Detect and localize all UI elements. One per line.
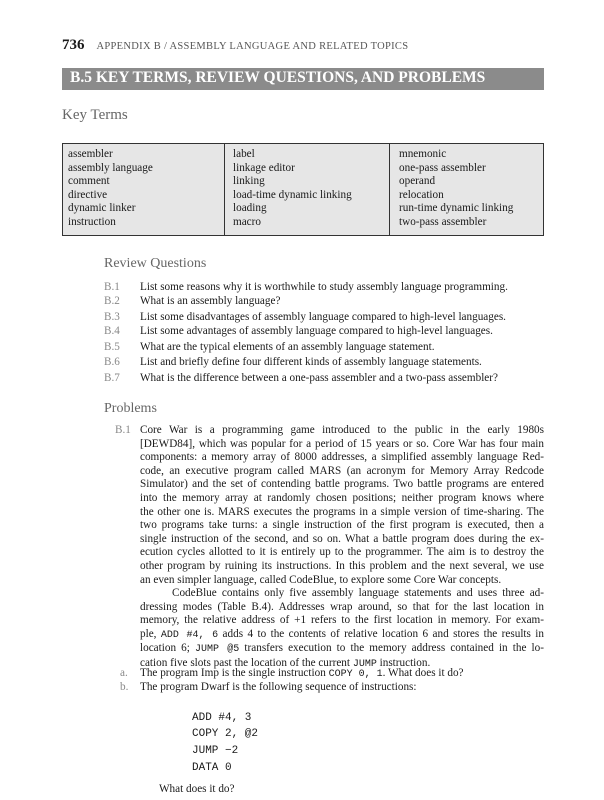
- key-terms-column-3: [399, 148, 513, 230]
- subproblem-label: b.: [120, 681, 129, 693]
- key-term: two-pass assembler: [399, 215, 487, 228]
- text-run: location 6;: [140, 642, 195, 655]
- question-number: B.7: [104, 372, 120, 384]
- paragraph-line: ecution cycles allotted to it is entirely up to the programmer. The aim is to destroy the: [140, 546, 544, 559]
- review-question: [104, 341, 435, 353]
- key-term: instruction: [68, 215, 116, 228]
- text-run: instruction.: [376, 656, 431, 669]
- key-terms-heading: Key Terms: [62, 107, 128, 123]
- question-text: List and briefly define four different kinds of assembly language statements.: [140, 356, 482, 368]
- subproblem-label: a.: [120, 667, 128, 679]
- question-text: List some reasons why it is worthwhile to study assembly language programming.: [140, 281, 508, 293]
- key-term: dynamic linker: [68, 202, 136, 215]
- text-run: cation five slots past the location of the current: [140, 656, 353, 669]
- paragraph-line: code, an executive program called MARS (an acronym for Memory Array Redcode: [140, 464, 544, 477]
- paragraph-line: Core War is a programming game introduced to the public in the early 1980s: [140, 424, 544, 436]
- inline-code: COPY 0, 1: [328, 669, 383, 680]
- key-terms-column-2: [233, 148, 352, 230]
- text-run: The program Dwarf is the following sequence of instructions:: [140, 681, 417, 693]
- key-term: relocation: [399, 188, 444, 201]
- review-question: [104, 295, 280, 307]
- paragraph-line: dressing modes (Table B.4). Addresses wrap around, so that for the last location in: [140, 600, 544, 613]
- closing-question: What does it do?: [159, 783, 235, 795]
- text-run: adds 4 to the contents of relative location 6 and stores the results in: [218, 627, 545, 640]
- column-divider: [224, 144, 225, 235]
- question-text: List some disadvantages of assembly language compared to high-level languages.: [140, 311, 506, 323]
- review-question: [104, 325, 493, 337]
- problem-number: B.1: [115, 424, 131, 436]
- code-line: DATA 0: [192, 762, 232, 774]
- question-number: B.2: [104, 295, 120, 307]
- inline-code: ADD #4, 6: [160, 629, 219, 641]
- key-terms-table: [62, 143, 544, 236]
- review-question: [104, 372, 498, 384]
- paragraph-line: [140, 642, 544, 657]
- question-text: What is the difference between a one-pass assembler and a two-pass assembler?: [140, 372, 498, 384]
- key-term: assembly language: [68, 161, 153, 174]
- paragraph-line: into the memory array at randomly chosen positions; neither program knows where: [140, 491, 544, 504]
- subproblem-a: [120, 667, 464, 680]
- key-term: label: [233, 148, 255, 160]
- review-question: [104, 356, 482, 368]
- text-run: transfers execution to the memory address contained in the lo-: [239, 642, 544, 655]
- question-number: B.1: [104, 281, 120, 293]
- paragraph-line: other program by ruining its instructions. In this problem and the next several, we use: [140, 559, 544, 572]
- text-run: . What does it do?: [382, 667, 464, 679]
- review-questions-heading: Review Questions: [104, 256, 207, 271]
- paragraph-line: [140, 628, 544, 643]
- key-terms-column-1: [68, 148, 153, 230]
- question-text: List some advantages of assembly language compared to high-level languages.: [140, 325, 493, 337]
- problem-paragraph-1: [140, 424, 544, 587]
- page-number: 736: [62, 37, 85, 53]
- key-term: assembler: [68, 148, 113, 160]
- key-term: directive: [68, 188, 108, 201]
- section-banner: [62, 68, 544, 90]
- key-term: loading: [233, 202, 267, 215]
- question-number: B.3: [104, 311, 120, 323]
- running-head: [62, 36, 408, 54]
- text-run: ple,: [140, 627, 161, 640]
- code-line: JUMP −2: [192, 745, 239, 757]
- paragraph-line: CodeBlue contains only five assembly language statements and uses three ad-: [172, 587, 544, 599]
- review-question: [104, 281, 508, 293]
- question-number: B.4: [104, 325, 120, 337]
- question-text: What are the typical elements of an assembly language statement.: [140, 341, 435, 353]
- paragraph-line: the other one is. MARS executes the programs in a simple version of time-sharing. The: [140, 505, 544, 518]
- key-term: load-time dynamic linking: [233, 188, 352, 201]
- paragraph-line: two programs take turns: a single instruction of the first program is executed, then a: [140, 519, 544, 532]
- paragraph-line: components: a memory array of 8000 addresses, a simplified assembly language Red-: [140, 451, 544, 464]
- key-term: macro: [233, 215, 261, 228]
- key-term: linking: [233, 175, 265, 188]
- problems-heading: Problems: [104, 401, 157, 416]
- running-title: APPENDIX B / ASSEMBLY LANGUAGE AND RELATED TOPICS: [96, 41, 409, 52]
- text-run: The program Imp is the single instruction: [140, 667, 329, 679]
- paragraph-line: an even simpler language, called CodeBlue, to explore some Core War concepts.: [140, 573, 502, 586]
- paragraph-line: memory, the relative address of +1 refers to the first location in memory. For exam-: [140, 614, 544, 627]
- question-number: B.5: [104, 341, 120, 353]
- key-term: operand: [399, 175, 436, 188]
- key-term: comment: [68, 175, 110, 188]
- key-term: linkage editor: [233, 161, 295, 174]
- paragraph-line: single instruction of the second, and so on. What a battle program does during the ex-: [140, 532, 544, 545]
- paragraph-line: Simulator) and the set of contending battle programs. Two battle programs are entered: [140, 478, 544, 491]
- inline-code: JUMP @5: [194, 644, 240, 656]
- code-line: COPY 2, @2: [192, 728, 259, 740]
- question-number: B.6: [104, 356, 120, 368]
- review-question: [104, 311, 506, 323]
- column-divider: [389, 144, 390, 235]
- inline-code: JUMP: [352, 658, 377, 670]
- paragraph-line: [DEWD84], which was popular for a period of 15 years or so. Core War has four main: [140, 437, 544, 450]
- question-text: What is an assembly language?: [140, 295, 281, 307]
- section-title: B.5 KEY TERMS, REVIEW QUESTIONS, AND PROBLEMS: [70, 69, 486, 86]
- subproblem-b: [120, 681, 417, 693]
- problem-paragraph-2: [140, 587, 544, 672]
- key-term: one-pass assembler: [399, 161, 486, 174]
- code-line: ADD #4, 3: [192, 712, 252, 724]
- key-term: mnemonic: [399, 148, 447, 160]
- key-term: run-time dynamic linking: [399, 202, 514, 215]
